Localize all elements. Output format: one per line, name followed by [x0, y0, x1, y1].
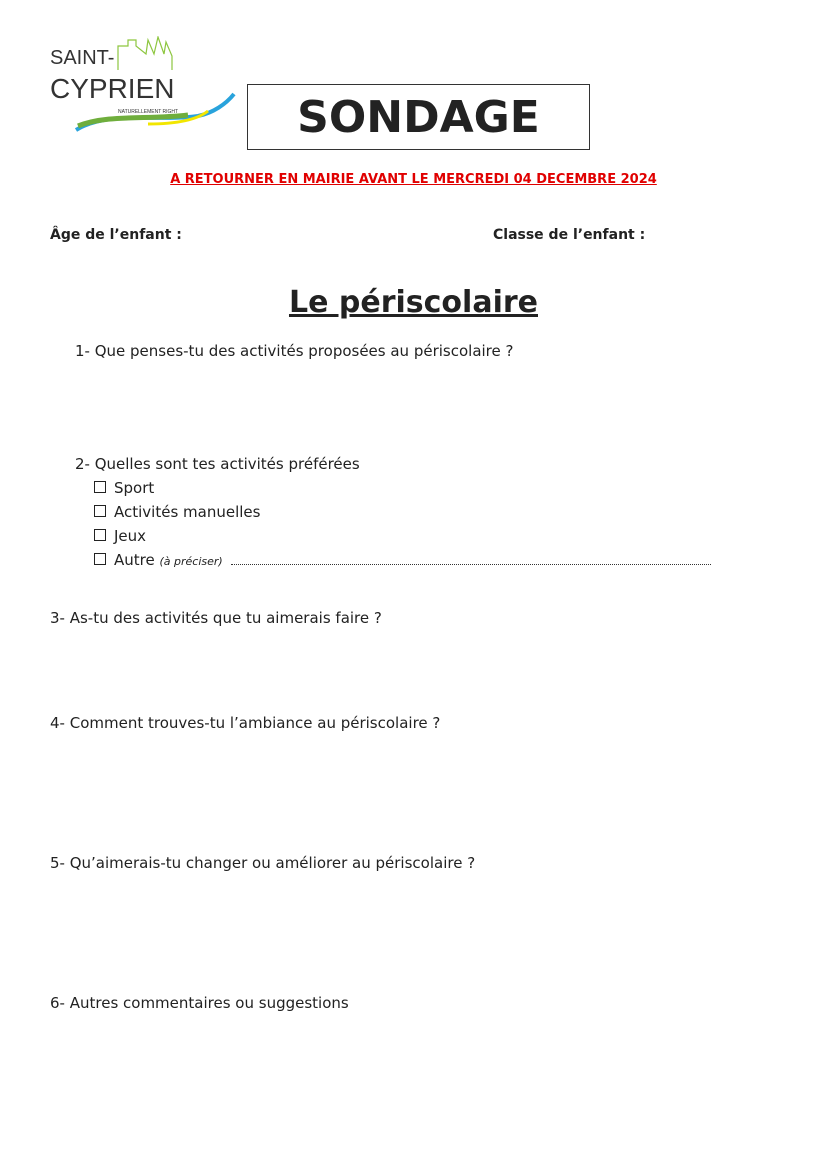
- svg-text:SAINT-: SAINT-: [50, 47, 115, 69]
- other-answer-line[interactable]: [231, 564, 711, 565]
- option-label: Activités manuelles: [114, 503, 261, 521]
- question-3: 3- As-tu des activités que tu aimerais faire ?: [50, 609, 382, 627]
- other-hint: (à préciser): [159, 555, 223, 568]
- question-6: 6- Autres commentaires ou suggestions: [50, 994, 349, 1012]
- checkbox[interactable]: [94, 553, 106, 565]
- return-deadline: A RETOURNER EN MAIRIE AVANT LE MERCREDI 04 DECEMBRE 2024: [170, 172, 657, 187]
- option-label: Jeux: [114, 527, 147, 545]
- checkbox[interactable]: [94, 481, 106, 493]
- question-4: 4- Comment trouves-tu l’ambiance au périscolaire ?: [50, 714, 441, 732]
- option-activites-manuelles[interactable]: [94, 503, 260, 521]
- option-sport[interactable]: [94, 479, 154, 497]
- section-title: Le périscolaire: [288, 285, 538, 320]
- option-label: Autre: [114, 551, 155, 569]
- option-label: Sport: [114, 479, 155, 497]
- question-5: 5- Qu’aimerais-tu changer ou améliorer au périscolaire ?: [50, 854, 476, 872]
- document-title: SONDAGE: [247, 84, 590, 150]
- option-jeux[interactable]: [94, 527, 146, 545]
- svg-text:NATURELLEMENT RIGHT: NATURELLEMENT RIGHT: [118, 109, 179, 115]
- child-class-label: Classe de l’enfant :: [493, 227, 646, 243]
- checkbox[interactable]: [94, 529, 106, 541]
- checkbox[interactable]: [94, 505, 106, 517]
- svg-text:CYPRIEN: CYPRIEN: [50, 73, 175, 104]
- child-age-label: Âge de l’enfant :: [50, 227, 182, 243]
- question-1: 1- Que penses-tu des activités proposées au périscolaire ?: [75, 342, 514, 360]
- question-2: 2- Quelles sont tes activités préférées: [75, 455, 360, 473]
- saint-cyprien-logo: [48, 36, 238, 132]
- option-autre[interactable]: [94, 551, 711, 569]
